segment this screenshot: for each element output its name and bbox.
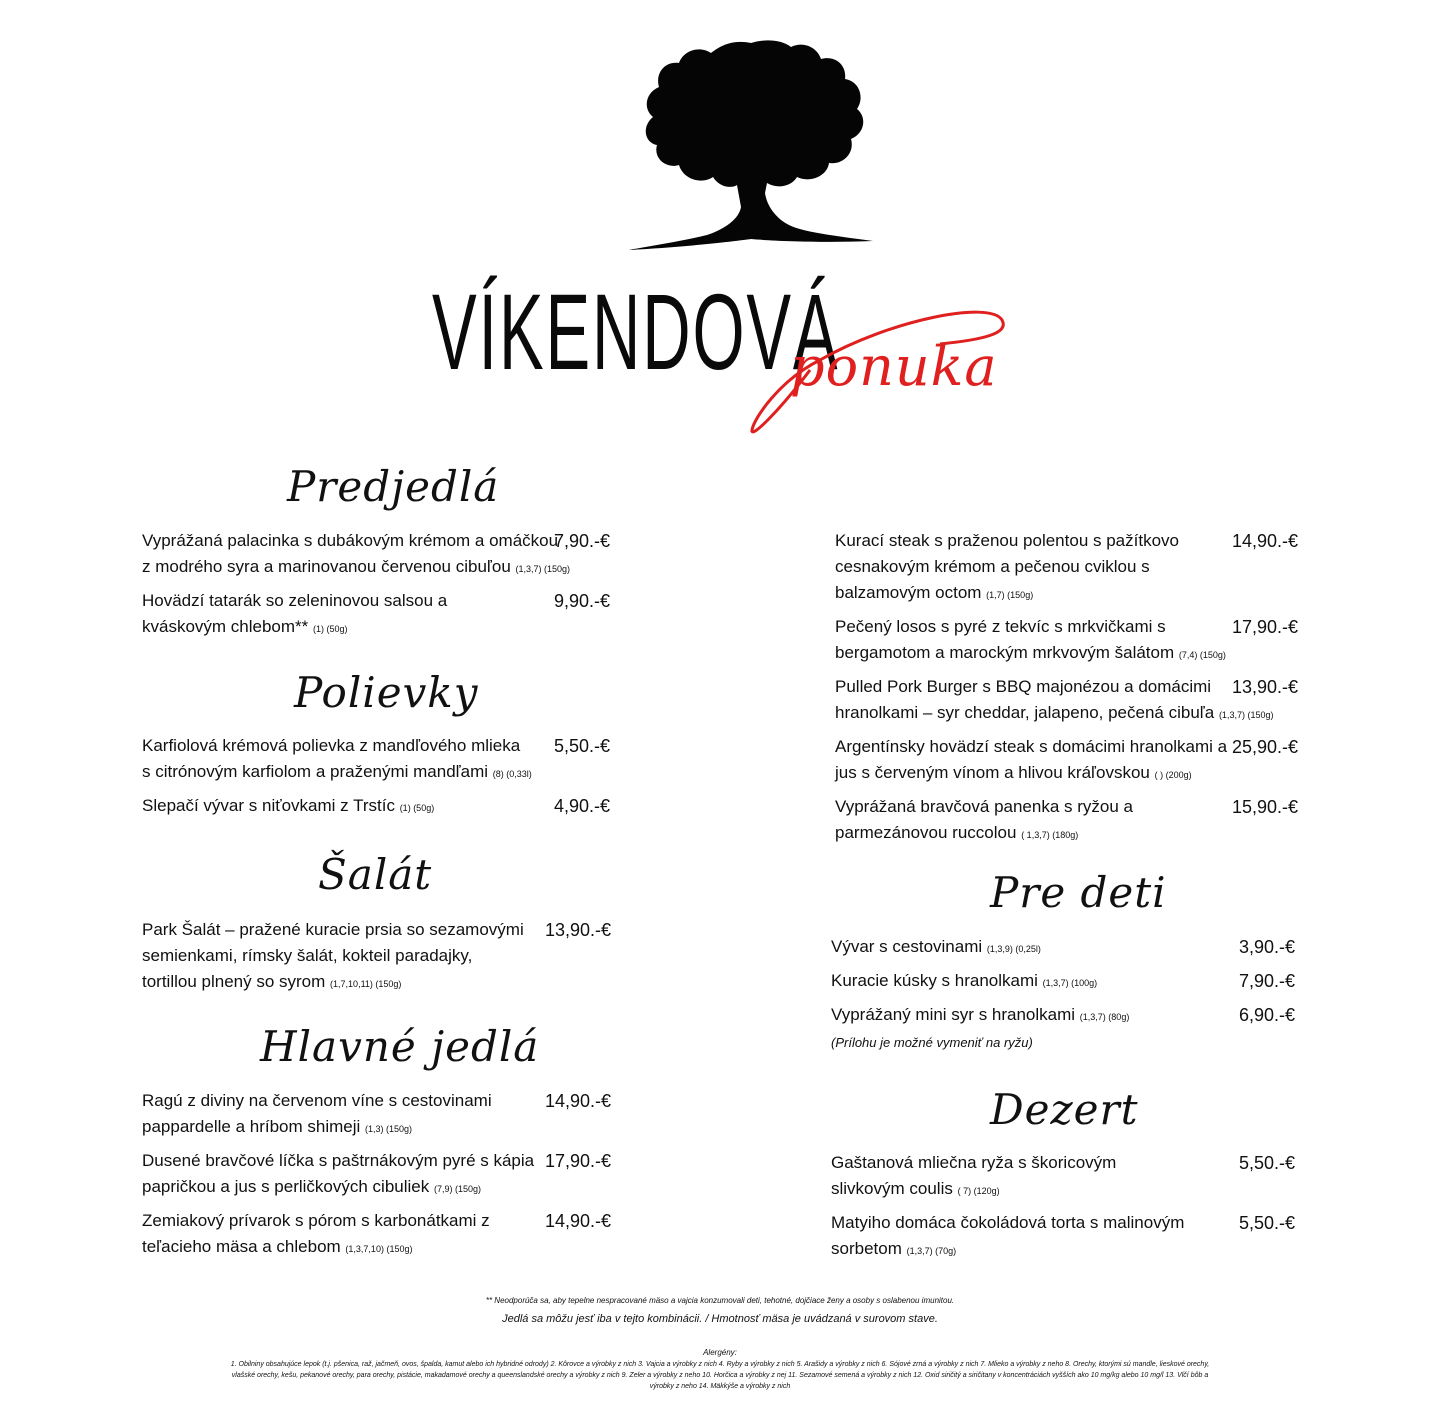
item-name: Vyprážaný mini syr s hranolkami (1,3,7) (80g) [831,1005,1130,1024]
item-price: 13,90.-€ [1232,677,1299,697]
tree-logo-icon [627,37,875,253]
item-price: 14,90.-€ [1232,531,1299,551]
heading-predjedla: Predjedlá [287,462,500,511]
footer-combo-note: Jedlá sa môžu jesť iba v tejto kombinácii. / Hmotnosť mäsa je uvádzaná v surovom stave. [502,1313,938,1325]
page-subtitle: ponuka [790,335,998,398]
item-price: 3,90.-€ [1239,937,1296,957]
item-price: 7,90.-€ [554,531,611,551]
item-name: Dusené bravčové líčka s paštrnákovým pyré s kápia papričkou a jus s perličkových cibuliek (7,9) (150g) [142,1151,535,1196]
item-price: 7,90.-€ [1239,971,1296,991]
kids-note: (Prílohu je možné vymeniť na ryžu) [831,1035,1033,1050]
heading-pre-deti: Pre deti [990,868,1167,917]
item-price: 5,50.-€ [1239,1213,1296,1233]
footer-allergens-list: 1. Obilniny obsahujúce lepok (t.j. pšenica, raž, jačmeň, ovos, špalda, kamut alebo ich hybridné odrody) 2. Kôrovce a výrobky z nich 3. Vajcia a výrobky z nich 4. Ryby a výrobky z nich 5. Arašidy a výrobky z nich 6. Sójové zrná a výrobky z nich 7. Mlieko a výrobky z neho 8. Orechy, ktorými sú mandle, lieskové orechy, vlašské orechy, kešu, pekanové orechy, para orechy, pistácie, makadamové orechy a queenslandské orechy a výrobky z nich 9. Zeler a výrobky z neho 10. Horčica a výrobky z nej 11. Sezamové semená a výrobky z nich 12. Oxid siričitý a siričitany v koncentráciách vyšších ako 10 mg/kg alebo 10 mg/l 13. Vlčí bôb a výrobky z neho 14. Mäkkýše a výrobky z nich [230,1361,1210,1390]
item-price: 6,90.-€ [1239,1005,1296,1025]
item-name: Slepačí vývar s niťovkami z Trstíc (1) (50g) [142,796,435,815]
item-name: Kuracie kúsky s hranolkami (1,3,7) (100g) [831,971,1098,990]
item-name: Vyprážaná palacinka s dubákovým krémom a omáčkou z modrého syra a marinovanou červenou cibuľou (1,3,7) (150g) [142,531,571,576]
footer-allergens-title: Alergény: [703,1348,737,1357]
item-name: Ragú z diviny na červenom víne s cestovinami pappardelle a hríbom shimeji (1,3) (150g) [142,1091,492,1136]
item-name: Vývar s cestovinami (1,3,9) (0,25l) [831,937,1041,956]
item-price: 9,90.-€ [554,591,611,611]
item-name: Vyprážaná bravčová panenka s ryžou a parmezánovou ruccolou ( 1,3,7) (180g) [835,797,1133,842]
item-price: 17,90.-€ [545,1151,612,1171]
item-price: 5,50.-€ [1239,1153,1296,1173]
item-price: 4,90.-€ [554,796,611,816]
footer-warning: ** Neodporúča sa, aby tepelne nespracované mäso a vajcia konzumovali deti, tehotné, dojčiace ženy a osoby s oslabenou imunitou. [485,1296,955,1305]
item-name: Gaštanová mliečna ryža s škoricovým slivkovým coulis ( 7) (120g) [831,1153,1117,1198]
item-price: 14,90.-€ [545,1211,612,1231]
item-price: 15,90.-€ [1232,797,1299,817]
item-name: Hovädzí tatarák so zeleninovou salsou a kváskovým chlebom** (1) (50g) [142,591,448,636]
item-name: Pečený losos s pyré z tekvíc s mrkvičkami s bergamotom a marockým mrkvovým šalátom (7,4) (150g) [835,617,1226,662]
item-price: 25,90.-€ [1232,737,1299,757]
heading-salat: Šalát [318,850,433,899]
item-price: 14,90.-€ [545,1091,612,1111]
item-price: 17,90.-€ [1232,617,1299,637]
item-price: 5,50.-€ [554,736,611,756]
heading-hlavne-jedla: Hlavné jedlá [260,1022,540,1071]
item-name: Kurací steak s praženou polentou s pažítkovo cesnakovým krémom a pečenou cviklou s balzamovým octom (1,7) (150g) [835,531,1179,602]
item-name: Pulled Pork Burger s BBQ majonézou a domácimi hranolkami – syr cheddar, jalapeno, pečená cibuľa (1,3,7) (150g) [835,677,1274,722]
item-name: Matyiho domáca čokoládová torta s malinovým sorbetom (1,3,7) (70g) [831,1213,1185,1258]
item-name: Zemiakový prívarok s pórom s karbonátkami z teľacieho mäsa a chlebom (1,3,7,10) (150g) [142,1211,490,1256]
heading-polievky: Polievky [294,668,479,717]
item-name: Karfiolová krémová polievka z mandľového mlieka s citrónovým karfiolom a praženými mandľami (8) (0,33l) [142,736,532,781]
item-name: Park Šalát – pražené kuracie prsia so sezamovými semienkami, rímsky šalát, kokteil paradajky, tortillou plnený so syrom (1,7,10,11) (150g) [142,920,524,991]
item-name: Argentínsky hovädzí steak s domácimi hranolkami a jus s červeným vínom a hlivou kráľovskou ( ) (200g) [835,737,1228,782]
item-price: 13,90.-€ [545,920,612,940]
page-title: VÍKENDOVÁ [432,271,840,392]
heading-dezert: Dezert [990,1085,1139,1134]
